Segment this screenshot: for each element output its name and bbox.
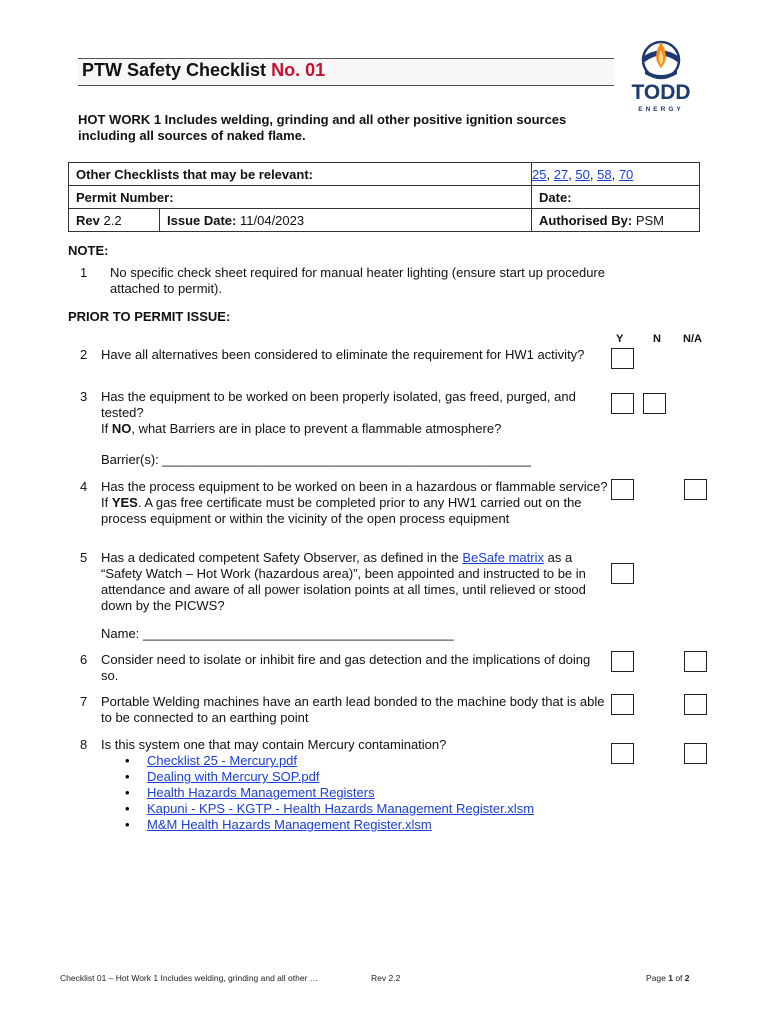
question-number: 3 [80, 389, 88, 404]
question-number: 4 [80, 479, 88, 494]
q5-yes-checkbox[interactable] [611, 563, 634, 584]
column-n-header: N [653, 333, 661, 345]
column-y-header: Y [616, 333, 624, 345]
svg-text:TODD: TODD [631, 81, 691, 104]
rev-value: 2.2 [103, 212, 122, 228]
note-number: 1 [80, 265, 88, 280]
checklist-link-27[interactable]: 27 [553, 166, 569, 182]
q7-yes-checkbox[interactable] [611, 694, 634, 715]
authorised-label: Authorised By: [539, 212, 633, 228]
q6-na-checkbox[interactable] [684, 651, 707, 672]
page-title [82, 60, 325, 81]
list-item: • M&M Health Hazards Management Register.xlsm [125, 817, 432, 832]
question-main-text: Has the equipment to be worked on been properly isolated, gas freed, purged, and tested? [101, 389, 576, 420]
svg-text:ENERGY: ENERGY [638, 106, 684, 113]
authorised-value: PSM [635, 212, 664, 228]
other-checklists-label: Other Checklists that may be relevant: [76, 166, 313, 182]
question-number: 6 [80, 652, 88, 667]
question-text: Have all alternatives been considered to eliminate the requirement for HW1 activity? [101, 347, 585, 362]
column-na-header: N/A [683, 333, 702, 345]
observer-name-field[interactable]: Name: ___________________________________________ [101, 626, 454, 641]
rev-label: Rev [76, 212, 100, 228]
q4-na-checkbox[interactable] [684, 479, 707, 500]
question-text: Has a dedicated competent Safety Observer, as defined in the BeSafe matrix as a “Safety Watch – Hot Work (hazardous area)”, been appointed and instructed to be in attendance and aware of all power isolation points at all times, until relieved or stood down by the PICWS? [101, 550, 586, 613]
question-number: 5 [80, 550, 88, 565]
list-item: • Dealing with Mercury SOP.pdf [125, 769, 320, 784]
q8-na-checkbox[interactable] [684, 743, 707, 764]
footer-revision: Rev 2.2 [371, 973, 401, 983]
question-followup: If NO, what Barriers are in place to prevent a flammable atmosphere? [101, 421, 502, 436]
kapuni-register-link[interactable]: Kapuni - KPS - KGTP - Health Hazards Management Register.xlsm [147, 801, 535, 816]
mercury-sop-link[interactable]: Dealing with Mercury SOP.pdf [147, 769, 320, 784]
logo-graphic-icon [616, 36, 706, 114]
question-text [101, 389, 611, 437]
note-text: No specific check sheet required for manual heater lighting (ensure start up procedure attached to permit). [110, 265, 605, 296]
footer-document-title: Checklist 01 – Hot Work 1 Includes welding, grinding and all other … [60, 973, 319, 983]
checklist-link-25[interactable]: 25 [532, 166, 547, 182]
hot-work-description: HOT WORK 1 Includes welding, grinding and all other positive ignition sources including all sources of naked flame. [78, 112, 567, 143]
question-main-text: Is this system one that may contain Mercury contamination? [101, 737, 447, 752]
question-text: Portable Welding machines have an earth lead bonded to the machine body that is able to be connected to an earthing point [101, 694, 605, 725]
question-text [101, 479, 611, 527]
footer-page-number: Page 1 of 2 [646, 973, 690, 983]
checklist-link-70[interactable]: 70 [618, 166, 634, 182]
question-text [101, 737, 611, 833]
issue-date-label: Issue Date: [167, 212, 237, 228]
title-number: No. 01 [271, 60, 326, 80]
q6-yes-checkbox[interactable] [611, 651, 634, 672]
date-label: Date: [539, 189, 572, 205]
question-number: 8 [80, 737, 88, 752]
list-item: • Checklist 25 - Mercury.pdf [125, 753, 298, 768]
q8-yes-checkbox[interactable] [611, 743, 634, 764]
todd-energy-logo [616, 36, 706, 114]
q4-yes-checkbox[interactable] [611, 479, 634, 500]
question-text: Consider need to isolate or inhibit fire and gas detection and the implications of doing so. [101, 652, 591, 683]
note-heading: NOTE: [68, 243, 109, 258]
checklist-links-cell: 25, 27, 50, 58, 70 [532, 163, 700, 186]
permit-number-label: Permit Number: [76, 189, 174, 205]
checklist-info-table [68, 162, 700, 232]
checklist-link-58[interactable]: 58 [597, 166, 612, 182]
list-item: • Kapuni - KPS - KGTP - Health Hazards Management Register.xlsm [125, 801, 535, 816]
mercury-checklist-link[interactable]: Checklist 25 - Mercury.pdf [147, 753, 298, 768]
barriers-field[interactable]: Barrier(s): ___________________________________________________ [101, 452, 532, 467]
checklist-link-50[interactable]: 50 [575, 166, 590, 182]
list-item: • Health Hazards Management Registers [125, 785, 375, 800]
q3-no-checkbox[interactable] [643, 393, 666, 414]
q2-yes-checkbox[interactable] [611, 348, 634, 369]
q7-na-checkbox[interactable] [684, 694, 707, 715]
question-followup: If YES. A gas free certificate must be completed prior to any HW1 carried out on the process equipment or within the vicinity of the open process equipment [101, 495, 582, 526]
title-prefix: PTW Safety Checklist [82, 60, 267, 80]
question-main-text: Has the process equipment to be worked on been in a hazardous or flammable service? [101, 479, 608, 494]
mercury-links-list [125, 753, 611, 833]
question-number: 2 [80, 347, 88, 362]
besafe-matrix-link[interactable]: BeSafe matrix [462, 550, 544, 565]
mm-register-link[interactable]: M&M Health Hazards Management Register.xlsm [147, 817, 432, 832]
issue-date-value: 11/04/2023 [240, 212, 305, 228]
prior-heading: PRIOR TO PERMIT ISSUE: [68, 309, 231, 324]
q3-yes-checkbox[interactable] [611, 393, 634, 414]
question-number: 7 [80, 694, 88, 709]
hazards-registers-link[interactable]: Health Hazards Management Registers [147, 785, 375, 800]
